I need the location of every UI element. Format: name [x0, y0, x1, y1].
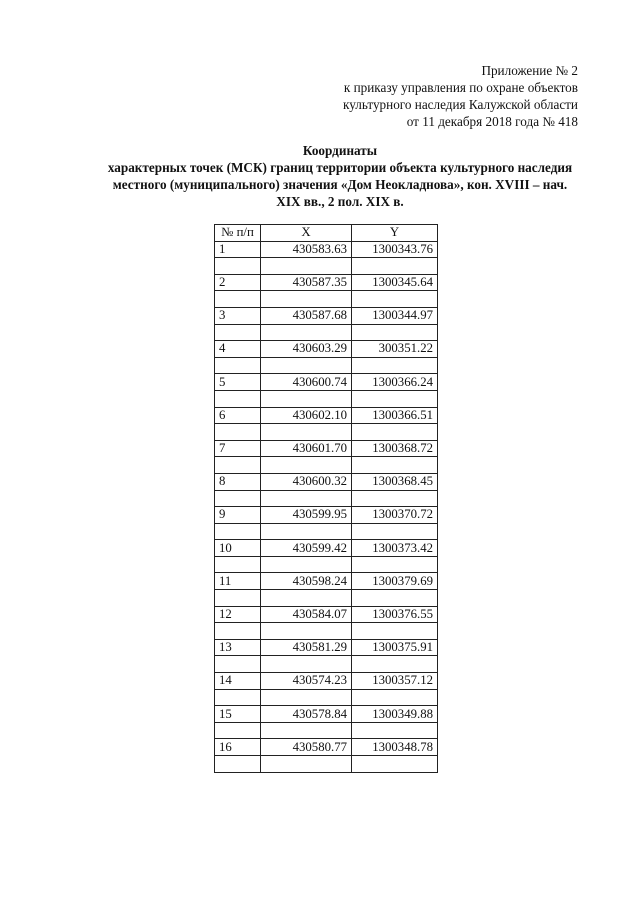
empty-cell	[352, 324, 438, 341]
point-number-cell: 10	[215, 540, 261, 557]
point-number-cell: 2	[215, 274, 261, 291]
table-row	[215, 274, 438, 291]
x-coordinate-cell: 430599.95	[261, 507, 352, 524]
empty-cell	[261, 523, 352, 540]
spacer-row	[215, 689, 438, 706]
table-body	[215, 241, 438, 772]
spacer-row	[215, 523, 438, 540]
spacer-row	[215, 291, 438, 308]
y-coordinate-cell: 1300370.72	[352, 507, 438, 524]
empty-cell	[215, 357, 261, 374]
issuing-authority: культурного наследия Калужской области	[343, 97, 578, 112]
x-coordinate-cell: 430600.74	[261, 374, 352, 391]
empty-cell	[215, 490, 261, 507]
y-coordinate-cell: 1300366.24	[352, 374, 438, 391]
x-coordinate-cell: 430603.29	[261, 341, 352, 358]
spacer-row	[215, 590, 438, 607]
empty-cell	[215, 390, 261, 407]
spacer-row	[215, 357, 438, 374]
table-row	[215, 639, 438, 656]
point-number-cell: 4	[215, 341, 261, 358]
x-coordinate-cell: 430600.32	[261, 473, 352, 490]
point-number-cell: 6	[215, 407, 261, 424]
point-number-cell: 7	[215, 440, 261, 457]
empty-cell	[261, 722, 352, 739]
empty-cell	[352, 258, 438, 275]
x-coordinate-cell: 430602.10	[261, 407, 352, 424]
spacer-row	[215, 324, 438, 341]
spacer-row	[215, 457, 438, 474]
empty-cell	[261, 556, 352, 573]
table-row	[215, 507, 438, 524]
x-coordinate-cell: 430587.35	[261, 274, 352, 291]
empty-cell	[261, 390, 352, 407]
empty-cell	[261, 623, 352, 640]
empty-cell	[215, 722, 261, 739]
empty-cell	[215, 291, 261, 308]
empty-cell	[352, 457, 438, 474]
y-coordinate-cell: 1300373.42	[352, 540, 438, 557]
x-coordinate-cell: 430598.24	[261, 573, 352, 590]
empty-cell	[215, 457, 261, 474]
table-row	[215, 673, 438, 690]
empty-cell	[352, 490, 438, 507]
x-coordinate-cell: 430578.84	[261, 706, 352, 723]
point-number-cell: 15	[215, 706, 261, 723]
table-row	[215, 573, 438, 590]
point-number-cell: 3	[215, 307, 261, 324]
spacer-row	[215, 490, 438, 507]
y-coordinate-cell: 1300366.51	[352, 407, 438, 424]
y-coordinate-cell: 1300368.72	[352, 440, 438, 457]
title-line-4: XIX вв., 2 пол. XIX в.	[276, 194, 404, 209]
table-row	[215, 540, 438, 557]
table-row	[215, 606, 438, 623]
table-row	[215, 374, 438, 391]
spacer-row	[215, 722, 438, 739]
table-row	[215, 407, 438, 424]
spacer-row	[215, 756, 438, 773]
y-coordinate-cell: 1300376.55	[352, 606, 438, 623]
appendix-header	[298, 62, 578, 130]
y-coordinate-cell: 1300344.97	[352, 307, 438, 324]
empty-cell	[215, 523, 261, 540]
empty-cell	[261, 490, 352, 507]
point-number-cell: 11	[215, 573, 261, 590]
x-coordinate-cell: 430601.70	[261, 440, 352, 457]
spacer-row	[215, 390, 438, 407]
column-header-number: № п/п	[215, 225, 261, 242]
table-row	[215, 440, 438, 457]
x-coordinate-cell: 430583.63	[261, 241, 352, 258]
x-coordinate-cell: 430581.29	[261, 639, 352, 656]
point-number-cell: 12	[215, 606, 261, 623]
empty-cell	[352, 523, 438, 540]
spacer-row	[215, 424, 438, 441]
y-coordinate-cell: 1300368.45	[352, 473, 438, 490]
y-coordinate-cell: 1300349.88	[352, 706, 438, 723]
column-header-x: X	[261, 225, 352, 242]
empty-cell	[352, 756, 438, 773]
empty-cell	[352, 590, 438, 607]
x-coordinate-cell: 430580.77	[261, 739, 352, 756]
table-row	[215, 341, 438, 358]
empty-cell	[261, 689, 352, 706]
empty-cell	[261, 357, 352, 374]
column-header-y: Y	[352, 225, 438, 242]
point-number-cell: 1	[215, 241, 261, 258]
point-number-cell: 16	[215, 739, 261, 756]
title-heading: Координаты	[302, 143, 378, 158]
x-coordinate-cell: 430574.23	[261, 673, 352, 690]
empty-cell	[215, 258, 261, 275]
empty-cell	[215, 590, 261, 607]
x-coordinate-cell: 430584.07	[261, 606, 352, 623]
empty-cell	[261, 457, 352, 474]
empty-cell	[352, 291, 438, 308]
spacer-row	[215, 623, 438, 640]
empty-cell	[352, 722, 438, 739]
x-coordinate-cell: 430599.42	[261, 540, 352, 557]
empty-cell	[352, 357, 438, 374]
title-line-2: характерных точек (МСК) границ территории объекта культурного наследия	[107, 160, 573, 175]
spacer-row	[215, 556, 438, 573]
y-coordinate-cell: 1300375.91	[352, 639, 438, 656]
spacer-row	[215, 656, 438, 673]
document-title	[80, 142, 600, 210]
y-coordinate-cell: 300351.22	[352, 341, 438, 358]
table-header-row	[215, 225, 438, 242]
empty-cell	[261, 258, 352, 275]
point-number-cell: 14	[215, 673, 261, 690]
table-row	[215, 307, 438, 324]
y-coordinate-cell: 1300345.64	[352, 274, 438, 291]
empty-cell	[215, 623, 261, 640]
appendix-number: Приложение № 2	[481, 63, 578, 78]
empty-cell	[261, 291, 352, 308]
empty-cell	[261, 324, 352, 341]
spacer-row	[215, 258, 438, 275]
y-coordinate-cell: 1300357.12	[352, 673, 438, 690]
empty-cell	[261, 424, 352, 441]
empty-cell	[261, 590, 352, 607]
empty-cell	[215, 324, 261, 341]
empty-cell	[215, 656, 261, 673]
coordinates-table	[214, 224, 438, 773]
empty-cell	[215, 424, 261, 441]
empty-cell	[215, 756, 261, 773]
point-number-cell: 5	[215, 374, 261, 391]
order-date: от 11 декабря 2018 года № 418	[406, 114, 578, 129]
empty-cell	[261, 656, 352, 673]
y-coordinate-cell: 1300343.76	[352, 241, 438, 258]
title-line-3: местного (муниципального) значения «Дом Неокладнова», кон. XVIII – нач.	[112, 177, 568, 192]
point-number-cell: 9	[215, 507, 261, 524]
table-row	[215, 241, 438, 258]
table-row	[215, 706, 438, 723]
point-number-cell: 13	[215, 639, 261, 656]
empty-cell	[352, 390, 438, 407]
table-row	[215, 473, 438, 490]
y-coordinate-cell: 1300348.78	[352, 739, 438, 756]
empty-cell	[215, 556, 261, 573]
empty-cell	[352, 623, 438, 640]
empty-cell	[261, 756, 352, 773]
y-coordinate-cell: 1300379.69	[352, 573, 438, 590]
table-row	[215, 739, 438, 756]
empty-cell	[215, 689, 261, 706]
empty-cell	[352, 556, 438, 573]
empty-cell	[352, 424, 438, 441]
empty-cell	[352, 689, 438, 706]
empty-cell	[352, 656, 438, 673]
point-number-cell: 8	[215, 473, 261, 490]
order-reference: к приказу управления по охране объектов	[343, 80, 578, 95]
x-coordinate-cell: 430587.68	[261, 307, 352, 324]
